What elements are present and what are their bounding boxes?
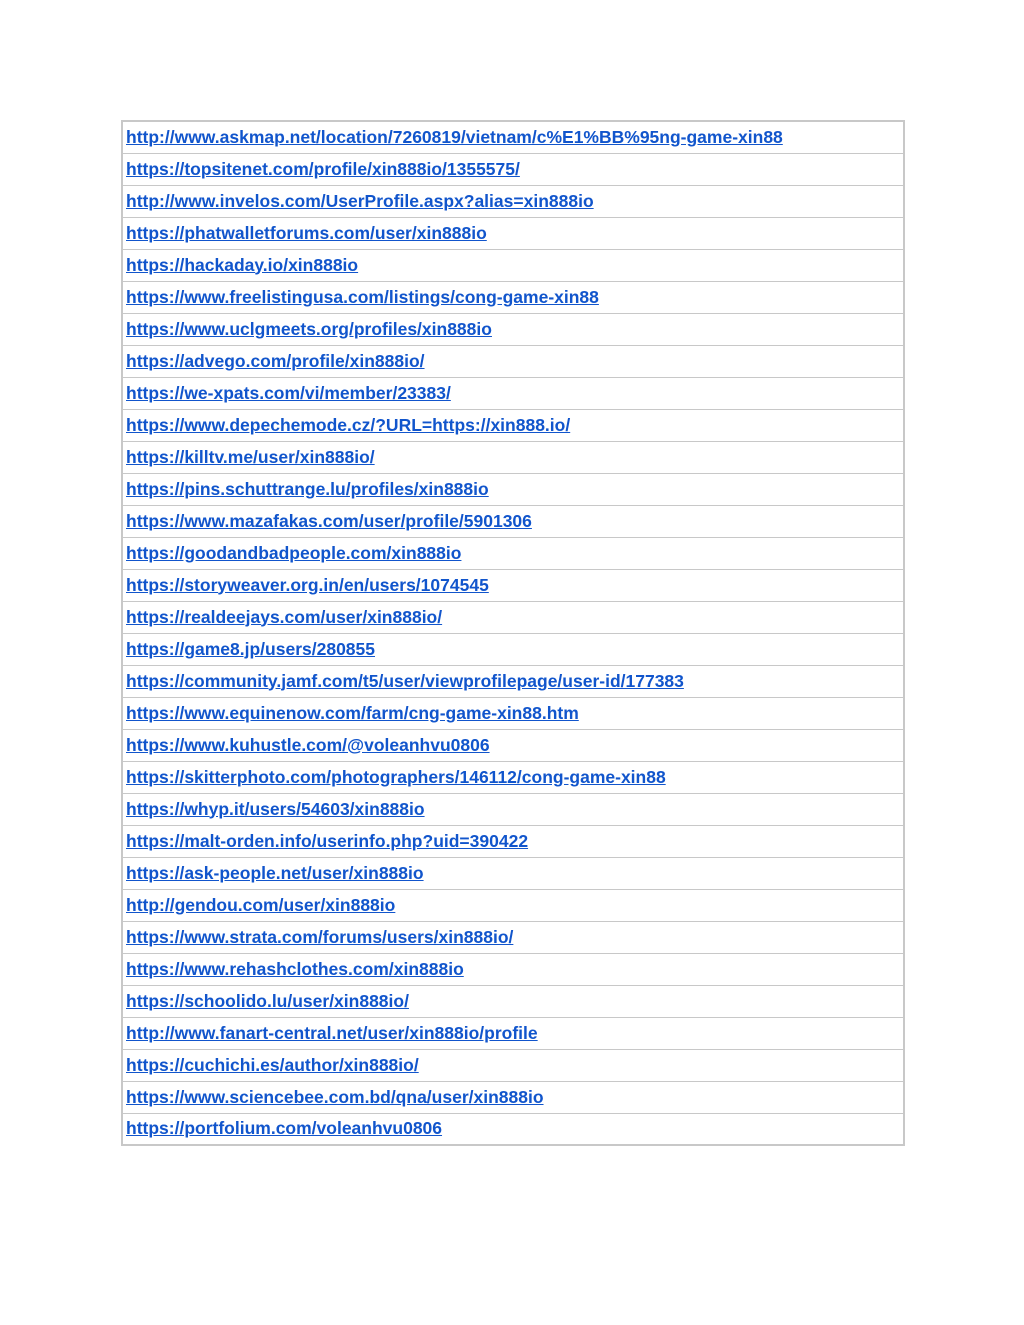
table-cell <box>122 665 904 697</box>
table-cell <box>122 249 904 281</box>
table-link[interactable]: https://storyweaver.org.in/en/users/1074545 <box>126 574 489 595</box>
table-link[interactable]: https://game8.jp/users/280855 <box>126 638 375 659</box>
table-cell <box>122 825 904 857</box>
table-cell <box>122 537 904 569</box>
table-cell <box>122 345 904 377</box>
table-row <box>122 793 904 825</box>
table-link[interactable]: https://realdeejays.com/user/xin888io/ <box>126 606 443 627</box>
table-link[interactable]: https://www.kuhustle.com/@voleanhvu0806 <box>126 734 490 755</box>
table-row <box>122 729 904 761</box>
table-cell <box>122 281 904 313</box>
table-cell <box>122 505 904 537</box>
table-cell <box>122 953 904 985</box>
table-cell <box>122 313 904 345</box>
table-cell <box>122 601 904 633</box>
table-cell <box>122 697 904 729</box>
table-cell <box>122 569 904 601</box>
table-row <box>122 345 904 377</box>
table-link[interactable]: https://community.jamf.com/t5/user/viewprofilepage/user-id/177383 <box>126 670 684 691</box>
table-cell <box>122 1017 904 1049</box>
table-link[interactable]: https://topsitenet.com/profile/xin888io/1355575/ <box>126 158 520 179</box>
table-row <box>122 537 904 569</box>
table-cell <box>122 1081 904 1113</box>
table-link[interactable]: https://www.equinenow.com/farm/cng-game-xin88.htm <box>126 702 579 723</box>
table-cell <box>122 729 904 761</box>
table-link[interactable]: https://cuchichi.es/author/xin888io/ <box>126 1054 419 1075</box>
table-row <box>122 217 904 249</box>
table-row <box>122 825 904 857</box>
table-link[interactable]: https://www.depechemode.cz/?URL=https://xin888.io/ <box>126 414 571 435</box>
table-row <box>122 1113 904 1145</box>
table-cell <box>122 473 904 505</box>
table-link[interactable]: https://we-xpats.com/vi/member/23383/ <box>126 382 451 403</box>
table-link[interactable]: https://advego.com/profile/xin888io/ <box>126 350 425 371</box>
table-row <box>122 761 904 793</box>
table-link[interactable]: https://ask-people.net/user/xin888io <box>126 862 424 883</box>
table-cell <box>122 985 904 1017</box>
table-row <box>122 473 904 505</box>
table-link[interactable]: https://phatwalletforums.com/user/xin888io <box>126 222 487 243</box>
table-link[interactable]: https://www.strata.com/forums/users/xin888io/ <box>126 926 514 947</box>
table-row <box>122 857 904 889</box>
table-link[interactable]: https://www.freelistingusa.com/listings/cong-game-xin88 <box>126 286 599 307</box>
link-table-body <box>122 121 904 1145</box>
table-link[interactable]: https://skitterphoto.com/photographers/146112/cong-game-xin88 <box>126 766 666 787</box>
table-cell <box>122 409 904 441</box>
table-cell <box>122 889 904 921</box>
table-cell <box>122 377 904 409</box>
table-row <box>122 1017 904 1049</box>
table-link[interactable]: https://hackaday.io/xin888io <box>126 254 359 275</box>
table-link[interactable]: http://www.fanart-central.net/user/xin888io/profile <box>126 1022 538 1043</box>
table-cell <box>122 761 904 793</box>
table-row <box>122 665 904 697</box>
table-row <box>122 953 904 985</box>
table-cell <box>122 121 904 153</box>
table-cell <box>122 153 904 185</box>
table-row <box>122 505 904 537</box>
table-row <box>122 153 904 185</box>
table-row <box>122 601 904 633</box>
table-link[interactable]: https://malt-orden.info/userinfo.php?uid=390422 <box>126 830 529 851</box>
table-cell <box>122 1113 904 1145</box>
table-link[interactable]: https://whyp.it/users/54603/xin888io <box>126 798 425 819</box>
table-cell <box>122 857 904 889</box>
table-row <box>122 889 904 921</box>
table-link[interactable]: http://gendou.com/user/xin888io <box>126 894 396 915</box>
table-row <box>122 121 904 153</box>
table-cell <box>122 217 904 249</box>
table-link[interactable]: https://schoolido.lu/user/xin888io/ <box>126 990 409 1011</box>
table-row <box>122 409 904 441</box>
table-row <box>122 985 904 1017</box>
table-row <box>122 921 904 953</box>
table-link[interactable]: http://www.invelos.com/UserProfile.aspx?alias=xin888io <box>126 190 594 211</box>
table-row <box>122 441 904 473</box>
table-cell <box>122 633 904 665</box>
table-row <box>122 1049 904 1081</box>
table-row <box>122 1081 904 1113</box>
table-link[interactable]: https://www.rehashclothes.com/xin888io <box>126 958 464 979</box>
table-cell <box>122 441 904 473</box>
table-cell <box>122 1049 904 1081</box>
link-table <box>121 120 905 1146</box>
table-row <box>122 633 904 665</box>
table-row <box>122 377 904 409</box>
table-link[interactable]: https://goodandbadpeople.com/xin888io <box>126 542 462 563</box>
table-row <box>122 697 904 729</box>
table-row <box>122 249 904 281</box>
table-link[interactable]: https://www.uclgmeets.org/profiles/xin888io <box>126 318 492 339</box>
table-row <box>122 313 904 345</box>
table-cell <box>122 185 904 217</box>
table-cell <box>122 793 904 825</box>
table-row <box>122 569 904 601</box>
table-link[interactable]: http://www.askmap.net/location/7260819/vietnam/c%E1%BB%95ng-game-xin88 <box>126 126 783 147</box>
table-link[interactable]: https://killtv.me/user/xin888io/ <box>126 446 375 467</box>
table-row <box>122 185 904 217</box>
table-cell <box>122 921 904 953</box>
table-row <box>122 281 904 313</box>
table-link[interactable]: https://www.mazafakas.com/user/profile/5901306 <box>126 510 532 531</box>
table-link[interactable]: https://pins.schuttrange.lu/profiles/xin888io <box>126 478 489 499</box>
table-link[interactable]: https://www.sciencebee.com.bd/qna/user/xin888io <box>126 1086 544 1107</box>
table-link[interactable]: https://portfolium.com/voleanhvu0806 <box>126 1118 443 1139</box>
